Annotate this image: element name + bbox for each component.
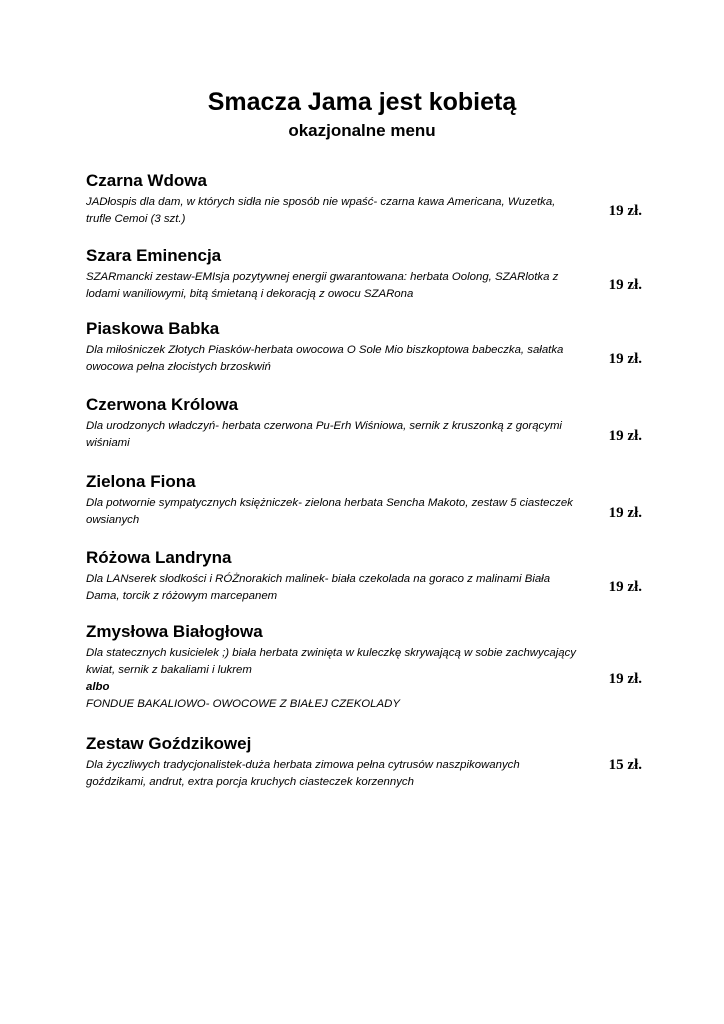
menu-item-price: 19 zł. (608, 351, 642, 367)
menu-item-piaskowa-babka (86, 318, 642, 376)
menu-item-alternative-label: albo (86, 681, 110, 693)
menu-item-price: 19 zł. (608, 505, 642, 521)
menu-item-rozowa-landryna (86, 547, 642, 605)
menu-item-szara-eminencja (86, 245, 642, 303)
menu-item-price: 15 zł. (608, 757, 642, 773)
menu-item-czerwona-krolowa (86, 394, 642, 452)
page-subtitle: okazjonalne menu (288, 121, 436, 140)
menu-item-name: Szara Eminencja (86, 246, 222, 265)
menu-item-description: Dla LANserek słodkości i RÓŻnorakich malinek- biała czekolada na goraco z malinami Biała Dama, torcik z różowym marcepanem (86, 573, 551, 602)
menu-item-description: Dla urodzonych władczyń- herbata czerwona Pu-Erh Wiśniowa, sernik z kruszonką z gorącymi wiśniami (86, 420, 562, 449)
menu-item-zestaw-gozdzikowej (86, 733, 642, 791)
menu-item-price: 19 zł. (608, 203, 642, 219)
menu-item-zielona-fiona (86, 471, 642, 529)
menu-item-name: Piaskowa Babka (86, 319, 220, 338)
menu-item-name: Zestaw Goździkowej (86, 734, 252, 753)
menu-item-description: SZARmancki zestaw-EMIsja pozytywnej energii gwarantowana: herbata Oolong, SZARlotka z lodami waniliowymi, bitą śmietaną i dekoracją z owocu SZARona (86, 271, 559, 300)
menu-item-name: Różowa Landryna (86, 548, 232, 567)
page-title: Smacza Jama jest kobietą (207, 88, 517, 116)
menu-item-description: Dla miłośniczek Złotych Piasków-herbata owocowa O Sole Mio biszkoptowa babeczka, sałatka owocowa pełna złocistych brzoskwiń (86, 344, 564, 373)
menu-item-description: Dla życzliwych tradycjonalistek-duża herbata zimowa pełna cytrusów naszpikowanych goździkami, andrut, extra porcja kruchych ciasteczek korzennych (86, 759, 520, 788)
menu-item-description: Dla statecznych kusicielek ;) biała herbata zwinięta w kuleczkę skrywającą w sobie zachwycający kwiat, sernik z bakaliami i lukrem (86, 647, 577, 676)
menu-item-czarna-wdowa (86, 170, 642, 228)
menu-item-name: Zielona Fiona (86, 472, 196, 491)
menu-item-description: JADłospis dla dam, w których sidła nie sposób nie wpaść- czarna kawa Americana, Wuzetka, trufle Cemoi (3 szt.) (86, 196, 556, 225)
menu-item-price: 19 zł. (608, 671, 642, 687)
menu-item-alternative-text: FONDUE BAKALIOWO- OWOCOWE Z BIAŁEJ CZEKOLADY (86, 698, 400, 710)
menu-item-zmyslowa-bialoglowa (86, 621, 642, 713)
menu-item-price: 19 zł. (608, 277, 642, 293)
menu-item-name: Czarna Wdowa (86, 171, 207, 190)
menu-item-name: Zmysłowa Białogłowa (86, 622, 263, 641)
menu-item-price: 19 zł. (608, 579, 642, 595)
menu-item-description: Dla potwornie sympatycznych księżniczek- zielona herbata Sencha Makoto, zestaw 5 ciasteczek owsianych (86, 497, 573, 526)
menu-item-price: 19 zł. (608, 428, 642, 444)
menu-item-name: Czerwona Królowa (86, 395, 239, 414)
